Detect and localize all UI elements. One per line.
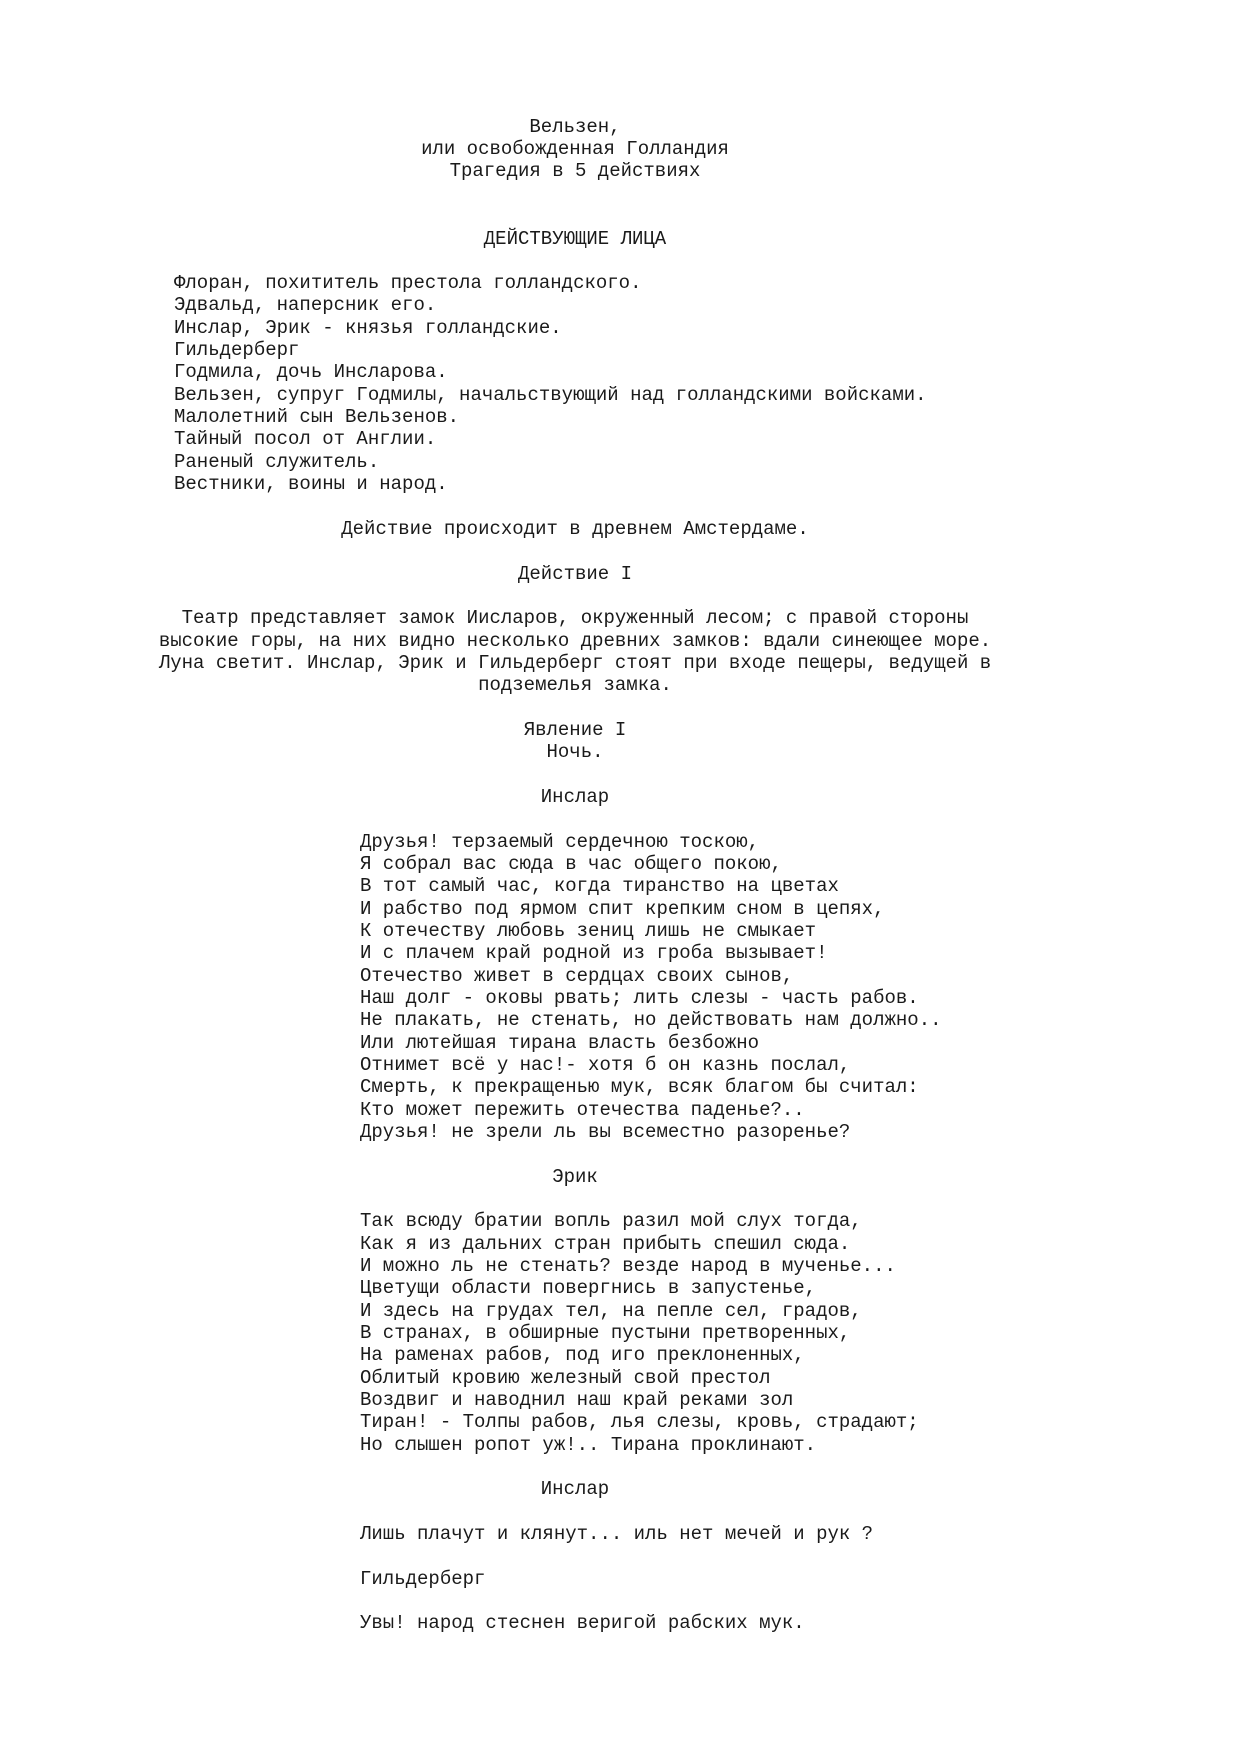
verse-line: Облитый кровию железный свой престол: [360, 1367, 771, 1389]
verse-line: И с плачем край родной из гроба вызывает!: [360, 942, 828, 964]
verse-line: Не плакать, не стенать, но действовать нам должно..: [360, 1009, 942, 1031]
verse-line: Кто может пережить отечества паденье?..: [360, 1099, 805, 1121]
verse-line: Отнимет всё у нас!- хотя б он казнь послал,: [360, 1054, 851, 1076]
speaker-name: Гильдерберг: [360, 1568, 486, 1590]
verse-line: Друзья! терзаемый сердечною тоскою,: [360, 831, 760, 853]
stage-direction-line: Луна светит. Инслар, Эрик и Гильдерберг стоят при входе пещеры, ведущей в: [158, 652, 992, 674]
verse-line: И рабство под ярмом спит крепким сном в цепях,: [360, 898, 885, 920]
verse-line: Лишь плачут и клянут... иль нет мечей и рук ?: [360, 1523, 874, 1545]
genre-line: Трагедия в 5 действиях: [449, 160, 701, 182]
speaker-name: Инслар: [540, 1478, 610, 1500]
setting-line: Действие происходит в древнем Амстердаме.: [341, 518, 809, 540]
cast-item: Тайный посол от Англии.: [174, 428, 437, 450]
verse-line: Увы! народ стеснен веригой рабских мук.: [360, 1612, 805, 1634]
stage-direction-line: Театр представляет замок Иисларов, окруженный лесом; с правой стороны: [181, 607, 969, 629]
verse-line: К отечеству любовь зениц лишь не смыкает: [360, 920, 817, 942]
cast-item: Раненый служитель.: [174, 451, 380, 473]
verse-line: И можно ль не стенать? везде народ в мученье...: [360, 1255, 896, 1277]
verse-line: Как я из дальних стран прибыть спешил сюда.: [360, 1233, 851, 1255]
speaker-name: Инслар: [540, 786, 610, 808]
stage-direction-line: высокие горы, на них видно несколько древних замков: вдали синеющее море.: [158, 630, 992, 652]
verse-line: Смерть, к прекращенью мук, всяк благом бы считал:: [360, 1076, 919, 1098]
scene-time: Ночь.: [546, 741, 604, 763]
speaker-name: Эрик: [552, 1166, 598, 1188]
verse-line: На раменах рабов, под иго преклоненных,: [360, 1344, 805, 1366]
verse-line: Друзья! не зрели ль вы всеместно разоренье?: [360, 1121, 851, 1143]
subtitle-line: или освобожденная Голландия: [421, 138, 729, 160]
verse-line: И здесь на грудах тел, на пепле сел, градов,: [360, 1300, 862, 1322]
verse-line: Наш долг - оковы рвать; лить слезы - часть рабов.: [360, 987, 919, 1009]
scene-heading: Явление I: [523, 719, 627, 741]
verse-line: Цветущи области повергнись в запустенье,: [360, 1277, 817, 1299]
verse-line: Так всюду братии вопль разил мой слух тогда,: [360, 1210, 862, 1232]
cast-item: Годмила, дочь Инсларова.: [174, 361, 448, 383]
cast-item: Инслар, Эрик - князья голландские.: [174, 317, 562, 339]
cast-item: Гильдерберг: [174, 339, 300, 361]
verse-line: Воздвиг и наводнил наш край реками зол: [360, 1389, 794, 1411]
verse-line: Тиран! - Толпы рабов, лья слезы, кровь, страдают;: [360, 1411, 919, 1433]
stage-direction-line: подземелья замка.: [478, 674, 672, 696]
verse-line: Но слышен ропот уж!.. Тирана проклинают.: [360, 1434, 817, 1456]
cast-item: Эдвальд, наперсник его.: [174, 294, 437, 316]
verse-line: Отечество живет в сердцах своих сынов,: [360, 965, 794, 987]
cast-item: Малолетний сын Вельзенов.: [174, 406, 460, 428]
verse-line: Я собрал вас сюда в час общего покою,: [360, 853, 782, 875]
title-line: Вельзен,: [529, 116, 621, 138]
act-heading: Действие I: [517, 563, 633, 585]
cast-heading: ДЕЙСТВУЮЩИЕ ЛИЦА: [483, 228, 667, 250]
cast-item: Вельзен, супруг Годмилы, начальствующий над голландскими войсками.: [174, 384, 927, 406]
cast-item: Вестники, воины и народ.: [174, 473, 448, 495]
verse-line: Или лютейшая тирана власть безбожно: [360, 1032, 760, 1054]
verse-line: В странах, в обширные пустыни претворенных,: [360, 1322, 851, 1344]
verse-line: В тот самый час, когда тиранство на цветах: [360, 875, 839, 897]
cast-item: Флоран, похититель престола голландского.: [174, 272, 642, 294]
